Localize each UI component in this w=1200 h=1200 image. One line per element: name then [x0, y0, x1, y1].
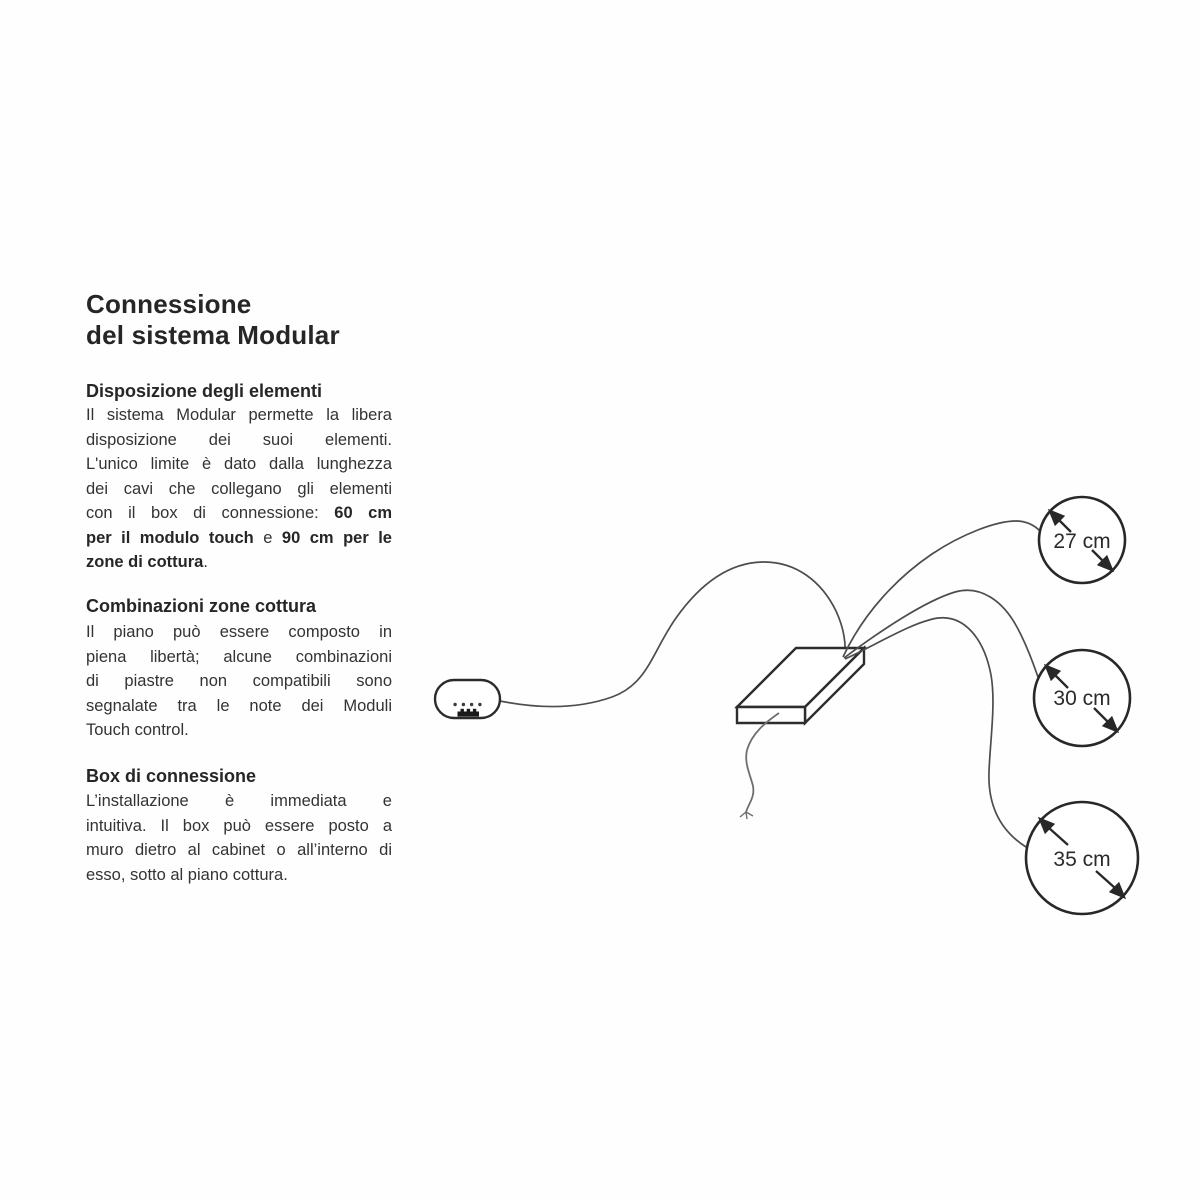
cooking-zone-35 — [1026, 802, 1138, 914]
touch-module-connector — [458, 709, 480, 717]
cable-to-zone-35 — [845, 618, 1026, 847]
touch-module — [435, 680, 500, 718]
paragraph-line: L’installazione è immediata e — [86, 792, 392, 810]
page-title-line1: Connessione — [86, 289, 252, 319]
paragraph-line: di piastre non compatibili sono — [86, 672, 392, 690]
cooking-zone-27 — [1039, 497, 1125, 583]
paragraph-line: Touch control. — [86, 721, 189, 739]
paragraph-line: Il sistema Modular permette la libera — [86, 406, 392, 424]
connection-box-front-face — [737, 707, 805, 723]
paragraph-line: zone di cottura. — [86, 553, 208, 571]
paragraph-line: disposizione dei suoi elementi. — [86, 430, 392, 449]
page-title-line2: del sistema Modular — [86, 320, 340, 350]
section-heading-disposizione: Disposizione degli elementi — [86, 381, 323, 401]
cooking-zone-30 — [1034, 650, 1130, 746]
paragraph-line: L'unico limite è dato dalla lunghezza — [86, 455, 392, 473]
zone-27-label: 27 cm — [1053, 530, 1111, 553]
paragraph-line: intuitiva. Il box può essere posto a — [86, 816, 392, 835]
connection-box — [737, 648, 864, 723]
paragraph-line: con il box di connessione: 60 cm — [86, 504, 392, 522]
paragraph-line: dei cavi che collegano gli elementi — [86, 479, 392, 498]
paragraph-line: muro dietro al cabinet o all’interno di — [86, 841, 392, 859]
section-heading-combinazioni: Combinazioni zone cottura — [86, 596, 317, 616]
cable-to-zone-30 — [844, 590, 1038, 677]
section-heading-box: Box di connessione — [86, 766, 257, 786]
paragraph-line: segnalate tra le note dei Moduli — [86, 696, 392, 715]
paragraph-line: Il piano può essere composto in — [86, 623, 392, 641]
zone-30-label: 30 cm — [1053, 687, 1111, 710]
paragraph-line: esso, sotto al piano cottura. — [86, 865, 288, 884]
paragraph-line: per il modulo touch e 90 cm per le — [86, 528, 392, 547]
power-cable-frayed-tip — [740, 812, 753, 819]
zone-35-label: 35 cm — [1053, 848, 1111, 871]
power-cable — [740, 713, 779, 819]
paragraph-line: piena libertà; alcune combinazioni — [86, 647, 392, 666]
